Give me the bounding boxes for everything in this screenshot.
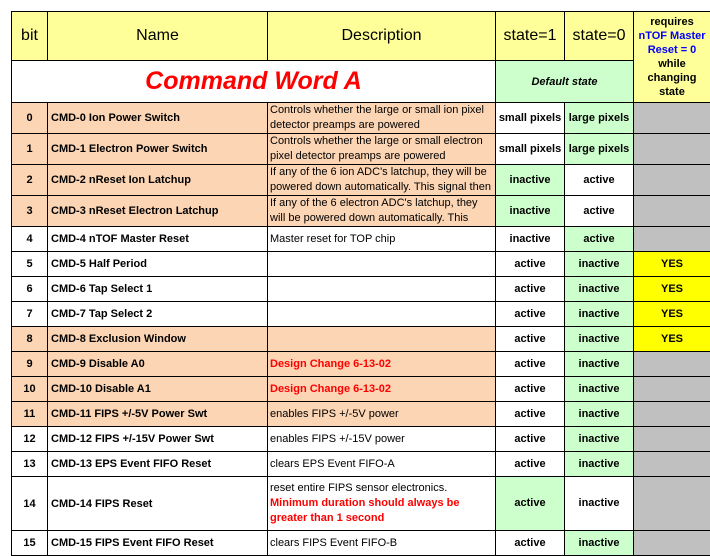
state-1-cell: active: [496, 327, 565, 352]
requires-reset-cell: [634, 196, 710, 227]
requires-reset-cell: [634, 452, 710, 477]
description-cell: [268, 196, 496, 227]
description-text: If any of the 6 ion ADC's latchup, they will be powered down automatically. This signal then: [270, 165, 495, 195]
description-cell: [268, 377, 496, 402]
name-cell: CMD-7 Tap Select 2: [48, 302, 268, 327]
description-cell: [268, 134, 496, 165]
description-cell: [268, 352, 496, 377]
name-cell: CMD-1 Electron Power Switch: [48, 134, 268, 165]
name-cell: CMD-12 FIPS +/-15V Power Swt: [48, 427, 268, 452]
name-cell: CMD-10 Disable A1: [48, 377, 268, 402]
state-0-cell: active: [565, 196, 634, 227]
bit-cell: 1: [12, 134, 48, 165]
state-0-cell: inactive: [565, 302, 634, 327]
description-cell: [268, 452, 496, 477]
state-1-cell: active: [496, 277, 565, 302]
name-cell: CMD-11 FIPS +/-5V Power Swt: [48, 402, 268, 427]
description-text: Controls whether the large or small ion pixel detector preamps are powered: [270, 103, 495, 133]
bit-cell: 12: [12, 427, 48, 452]
requires-reset-cell: [634, 402, 710, 427]
description-cell: [268, 427, 496, 452]
state-1-cell: active: [496, 452, 565, 477]
state-1-cell: active: [496, 252, 565, 277]
description-cell: [268, 477, 496, 531]
state-0-cell: active: [565, 227, 634, 252]
header-state-0: state=0: [565, 12, 634, 61]
description-cell: [268, 327, 496, 352]
command-word-table: [11, 11, 710, 556]
header-state-1: state=1: [496, 12, 565, 61]
bit-cell: 4: [12, 227, 48, 252]
description-cell: [268, 252, 496, 277]
table-row: [12, 103, 710, 134]
table-row: [12, 352, 710, 377]
requires-reset-cell: [634, 427, 710, 452]
state-1-cell: active: [496, 377, 565, 402]
bit-cell: 3: [12, 196, 48, 227]
requires-reset-cell: [634, 134, 710, 165]
description-text: enables FIPS +/-15V power: [270, 432, 495, 447]
description-text: If any of the 6 electron ADC's latchup, they will be powered down automatically. This: [270, 196, 495, 226]
description-cell: [268, 165, 496, 196]
description-cell: [268, 103, 496, 134]
bit-cell: 11: [12, 402, 48, 427]
bit-cell: 10: [12, 377, 48, 402]
description-text: clears EPS Event FIFO-A: [270, 457, 495, 472]
description-cell: [268, 227, 496, 252]
requires-reset-cell: YES: [634, 302, 710, 327]
description-text: enables FIPS +/-5V power: [270, 407, 495, 422]
table-row: [12, 327, 710, 352]
header-description: Description: [268, 12, 496, 61]
description-cell: [268, 277, 496, 302]
description-cell: [268, 531, 496, 556]
bit-cell: 13: [12, 452, 48, 477]
header-requires-reset: [634, 12, 710, 103]
name-cell: CMD-4 nTOF Master Reset: [48, 227, 268, 252]
requires-reset-cell: YES: [634, 277, 710, 302]
name-cell: CMD-15 FIPS Event FIFO Reset: [48, 531, 268, 556]
requires-reset-cell: [634, 477, 710, 531]
table-row: [12, 402, 710, 427]
state-0-cell: inactive: [565, 377, 634, 402]
requires-reset-cell: [634, 227, 710, 252]
name-cell: CMD-3 nReset Electron Latchup: [48, 196, 268, 227]
requires-line-6: state: [659, 86, 685, 98]
state-0-cell: inactive: [565, 427, 634, 452]
state-1-cell: inactive: [496, 165, 565, 196]
state-1-cell: active: [496, 302, 565, 327]
table-row: [12, 165, 710, 196]
name-cell: CMD-8 Exclusion Window: [48, 327, 268, 352]
description-cell: [268, 302, 496, 327]
bit-cell: 2: [12, 165, 48, 196]
name-cell: CMD-0 Ion Power Switch: [48, 103, 268, 134]
table-row: [12, 134, 710, 165]
table-row: [12, 377, 710, 402]
table-row: [12, 477, 710, 531]
state-0-cell: inactive: [565, 327, 634, 352]
state-1-cell: small pixels: [496, 103, 565, 134]
title-cell: [12, 61, 496, 103]
requires-line-3: Reset = 0: [648, 44, 697, 56]
state-0-cell: inactive: [565, 352, 634, 377]
requires-reset-cell: [634, 352, 710, 377]
table-row: [12, 302, 710, 327]
description-text: clears FIPS Event FIFO-B: [270, 536, 495, 551]
header-name: Name: [48, 12, 268, 61]
name-cell: CMD-5 Half Period: [48, 252, 268, 277]
state-1-cell: inactive: [496, 196, 565, 227]
requires-line-2: nTOF Master: [638, 30, 705, 42]
requires-line-4: while: [658, 58, 686, 70]
bit-cell: 14: [12, 477, 48, 531]
description-text: Controls whether the large or small electron pixel detector preamps are powered: [270, 134, 495, 164]
state-1-cell: active: [496, 402, 565, 427]
state-1-cell: inactive: [496, 227, 565, 252]
bit-cell: 6: [12, 277, 48, 302]
bit-cell: 9: [12, 352, 48, 377]
table-row: [12, 531, 710, 556]
state-0-cell: inactive: [565, 277, 634, 302]
state-1-cell: active: [496, 352, 565, 377]
requires-reset-cell: [634, 531, 710, 556]
header-bit: bit: [12, 12, 48, 61]
bit-cell: 15: [12, 531, 48, 556]
bit-cell: 8: [12, 327, 48, 352]
page-title: Command Word A: [145, 67, 362, 95]
requires-reset-cell: YES: [634, 327, 710, 352]
name-cell: CMD-6 Tap Select 1: [48, 277, 268, 302]
bit-cell: 5: [12, 252, 48, 277]
description-warning: Minimum duration should always be greater than 1 second: [270, 496, 495, 526]
state-0-cell: inactive: [565, 531, 634, 556]
name-cell: CMD-14 FIPS Reset: [48, 477, 268, 531]
name-cell: CMD-9 Disable A0: [48, 352, 268, 377]
description-text: Master reset for TOP chip: [270, 232, 495, 247]
description-text: Design Change 6-13-02: [270, 357, 495, 372]
state-0-cell: inactive: [565, 477, 634, 531]
default-state-label: Default state: [496, 61, 634, 103]
state-0-cell: large pixels: [565, 134, 634, 165]
state-1-cell: active: [496, 477, 565, 531]
state-0-cell: inactive: [565, 252, 634, 277]
state-0-cell: inactive: [565, 452, 634, 477]
name-cell: CMD-13 EPS Event FIFO Reset: [48, 452, 268, 477]
table-row: [12, 196, 710, 227]
requires-line-1: requires: [650, 16, 693, 28]
state-0-cell: active: [565, 165, 634, 196]
requires-reset-cell: [634, 377, 710, 402]
bit-cell: 7: [12, 302, 48, 327]
state-1-cell: active: [496, 531, 565, 556]
description-text: reset entire FIPS sensor electronics.: [270, 481, 495, 496]
command-bit-rows: [12, 103, 710, 556]
state-1-cell: active: [496, 427, 565, 452]
state-1-cell: small pixels: [496, 134, 565, 165]
description-cell: [268, 402, 496, 427]
table-row: [12, 452, 710, 477]
requires-line-5: changing: [648, 72, 697, 84]
table-row: [12, 427, 710, 452]
table-row: [12, 252, 710, 277]
bit-cell: 0: [12, 103, 48, 134]
requires-reset-cell: YES: [634, 252, 710, 277]
name-cell: CMD-2 nReset Ion Latchup: [48, 165, 268, 196]
requires-reset-cell: [634, 165, 710, 196]
state-0-cell: inactive: [565, 402, 634, 427]
table-row: [12, 227, 710, 252]
table-row: [12, 277, 710, 302]
description-text: Design Change 6-13-02: [270, 382, 495, 397]
requires-reset-cell: [634, 103, 710, 134]
state-0-cell: large pixels: [565, 103, 634, 134]
